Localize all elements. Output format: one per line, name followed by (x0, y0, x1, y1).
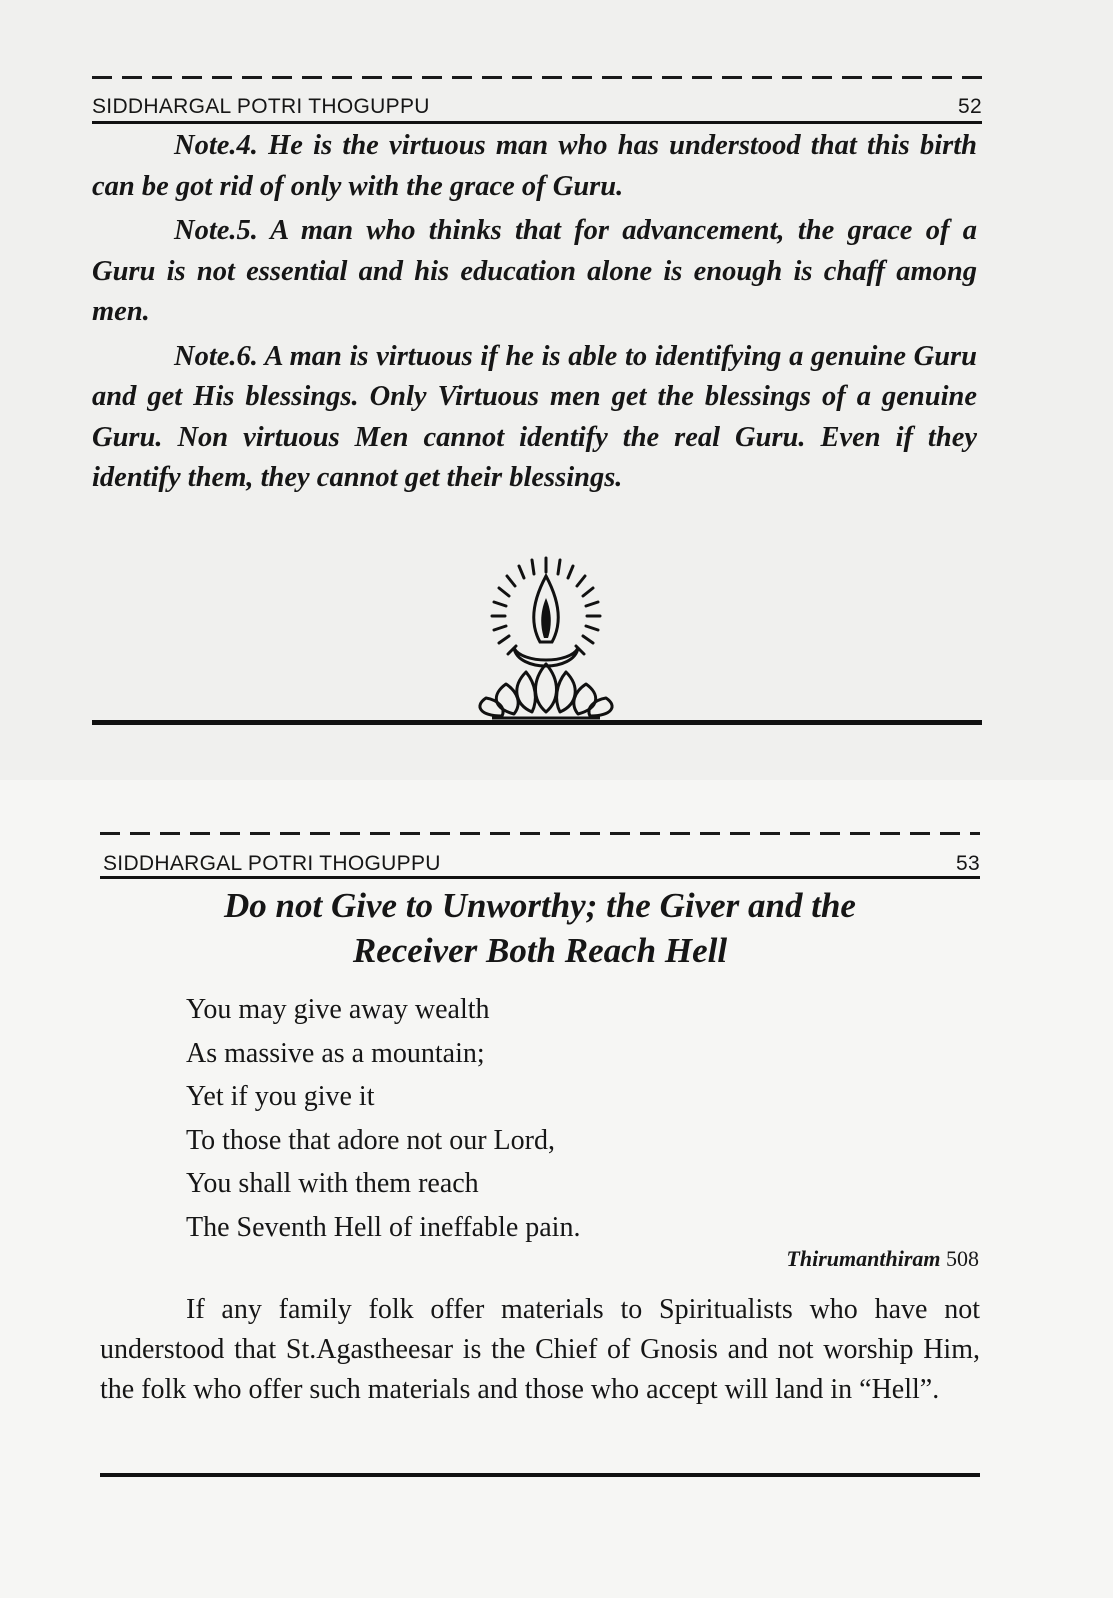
poem-line: To those that adore not our Lord, (186, 1124, 555, 1156)
page-number: 53 (956, 852, 980, 875)
header-rule (100, 876, 980, 879)
page-number: 52 (958, 95, 982, 118)
note-5: Note.5. A man who thinks that for advancement, the grace of a Guru is not essential and his education alone is enough is chaff among men. (92, 215, 977, 327)
poem-line: You shall with them reach (186, 1168, 479, 1199)
lotus-lamp-icon (462, 552, 630, 722)
page-52 (0, 0, 1113, 780)
heading-line-2: Receiver Both Reach Hell (352, 931, 728, 970)
poem-line: Yet if you give it (186, 1081, 375, 1112)
commentary-paragraph: If any family folk offer materials to Spiritualists who have not understood that St.Agastheesar is the Chief of Gnosis and not worship Him, the folk who offer such materials and those who accept will land in “Hell”. (100, 1294, 980, 1405)
running-title: SIDDHARGAL POTRI THOGUPPU (92, 95, 430, 118)
running-title: SIDDHARGAL POTRI THOGUPPU (103, 852, 441, 875)
header-rule (92, 121, 982, 124)
poem-line: As massive as a mountain; (186, 1037, 485, 1069)
poem-line: You may give away wealth (186, 994, 490, 1025)
verse-citation (786, 1246, 979, 1272)
citation-verse-number: 508 (946, 1246, 979, 1271)
poem-verse (186, 988, 786, 1249)
poem-line: The Seventh Hell of ineffable pain. (186, 1211, 581, 1243)
chapter-heading (100, 883, 980, 973)
running-header (92, 95, 982, 121)
citation-work: Thirumanthiram (786, 1246, 941, 1271)
note-6: Note.6. A man is virtuous if he is able to identifying a genuine Guru and get His blessings. Only Virtuous men get the blessings of a genuine Guru. Non virtuous Men cannot identify the real Guru. Even if they identify them, they cannot get their blessings. (92, 340, 977, 493)
header-dash-rule (92, 76, 982, 79)
heading-line-1: Do not Give to Unworthy; the Giver and the (224, 886, 856, 925)
footer-rule (100, 1473, 980, 1477)
notes-block (92, 126, 977, 503)
header-dash-rule (100, 832, 980, 835)
running-header (103, 852, 980, 878)
note-4: Note.4. He is the virtuous man who has understood that this birth can be got rid of only with the grace of Guru. (92, 130, 977, 202)
footer-rule (92, 720, 982, 725)
